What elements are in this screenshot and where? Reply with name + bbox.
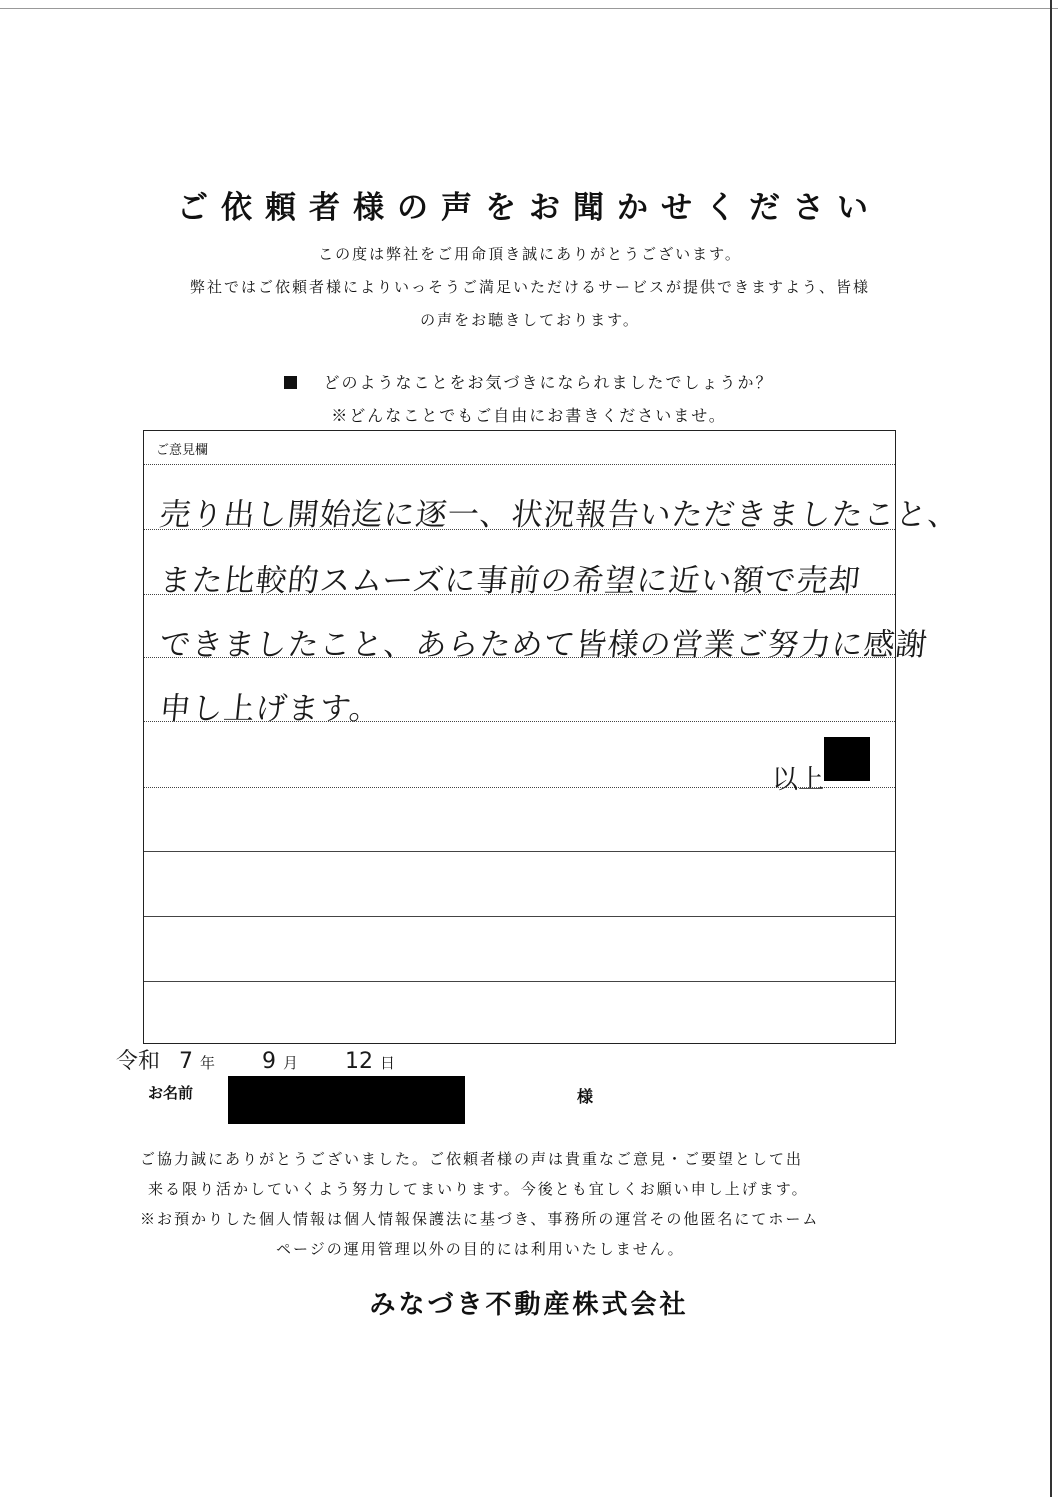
question-note: ※どんなことでもご自由にお書きくださいませ。 [331,406,727,425]
opinion-box-label: ご意見欄 [156,443,209,458]
name-suffix: 様 [577,1087,594,1106]
redacted-name [228,1076,465,1124]
closing-text [140,1144,920,1264]
handwritten-line: 売り出し開始迄に逐一、状況報告いただきましたこと、 [157,497,962,533]
closing-line: ※お預かりした個人情報は個人情報保護法に基づき、事務所の運営その他匿名にてホーム [140,1210,820,1228]
closing-line: 来る限り活かしていくよう努力してまいります。今後とも宜しくお願い申し上げます。 [148,1180,809,1198]
handwritten-line: 申し上げます。 [157,691,384,727]
date-month: 9 [262,1049,277,1074]
date-era: 令和 [116,1049,161,1074]
intro-line: の声をお聴きしております。 [420,311,640,329]
intro-text [130,238,930,337]
date-year-unit: 年 [200,1054,216,1072]
name-label: お名前 [148,1084,194,1102]
question-block [0,366,1058,432]
question-line [0,366,1058,399]
square-bullet-icon [284,376,297,389]
page-title: ご依頼者様の声をお聞かせください [177,190,881,226]
handwritten-date [116,1044,395,1075]
closing-line: ページの運用管理以外の目的には利用いたしません。 [276,1240,685,1258]
handwritten-line: また比較的スムーズに事前の希望に近い額で売却 [157,563,863,599]
handwritten-line: できましたこと、あらためて皆様の営業ご努力に感謝 [157,627,930,663]
rule-line [144,916,895,917]
date-month-unit: 月 [283,1054,299,1072]
date-year: 7 [179,1049,194,1074]
closing-line: ご協力誠にありがとうございました。ご依頼者様の声は貴重なご意見・ご要望として出 [140,1150,804,1168]
date-day-unit: 日 [380,1054,396,1072]
rule-line [144,851,895,852]
company-name: みなづき不動産株式会社 [369,1290,689,1320]
rule-line [144,464,895,465]
opinion-box [143,430,962,1044]
intro-line: この度は弊社をご用命頂き誠にありがとうございます。 [318,245,742,263]
redacted-stamp [824,737,870,781]
rule-line [144,981,895,982]
intro-line: 弊社ではご依頼者様によりいっそうご満足いただけるサービスが提供できますよう、皆様 [189,278,870,296]
handwritten-closing-word: 以上 [772,765,825,795]
question-text: どのようなことをお気づきになられましたでしょうか？ [323,373,774,392]
scan-edge-top [0,8,1058,9]
date-day: 12 [345,1049,374,1074]
